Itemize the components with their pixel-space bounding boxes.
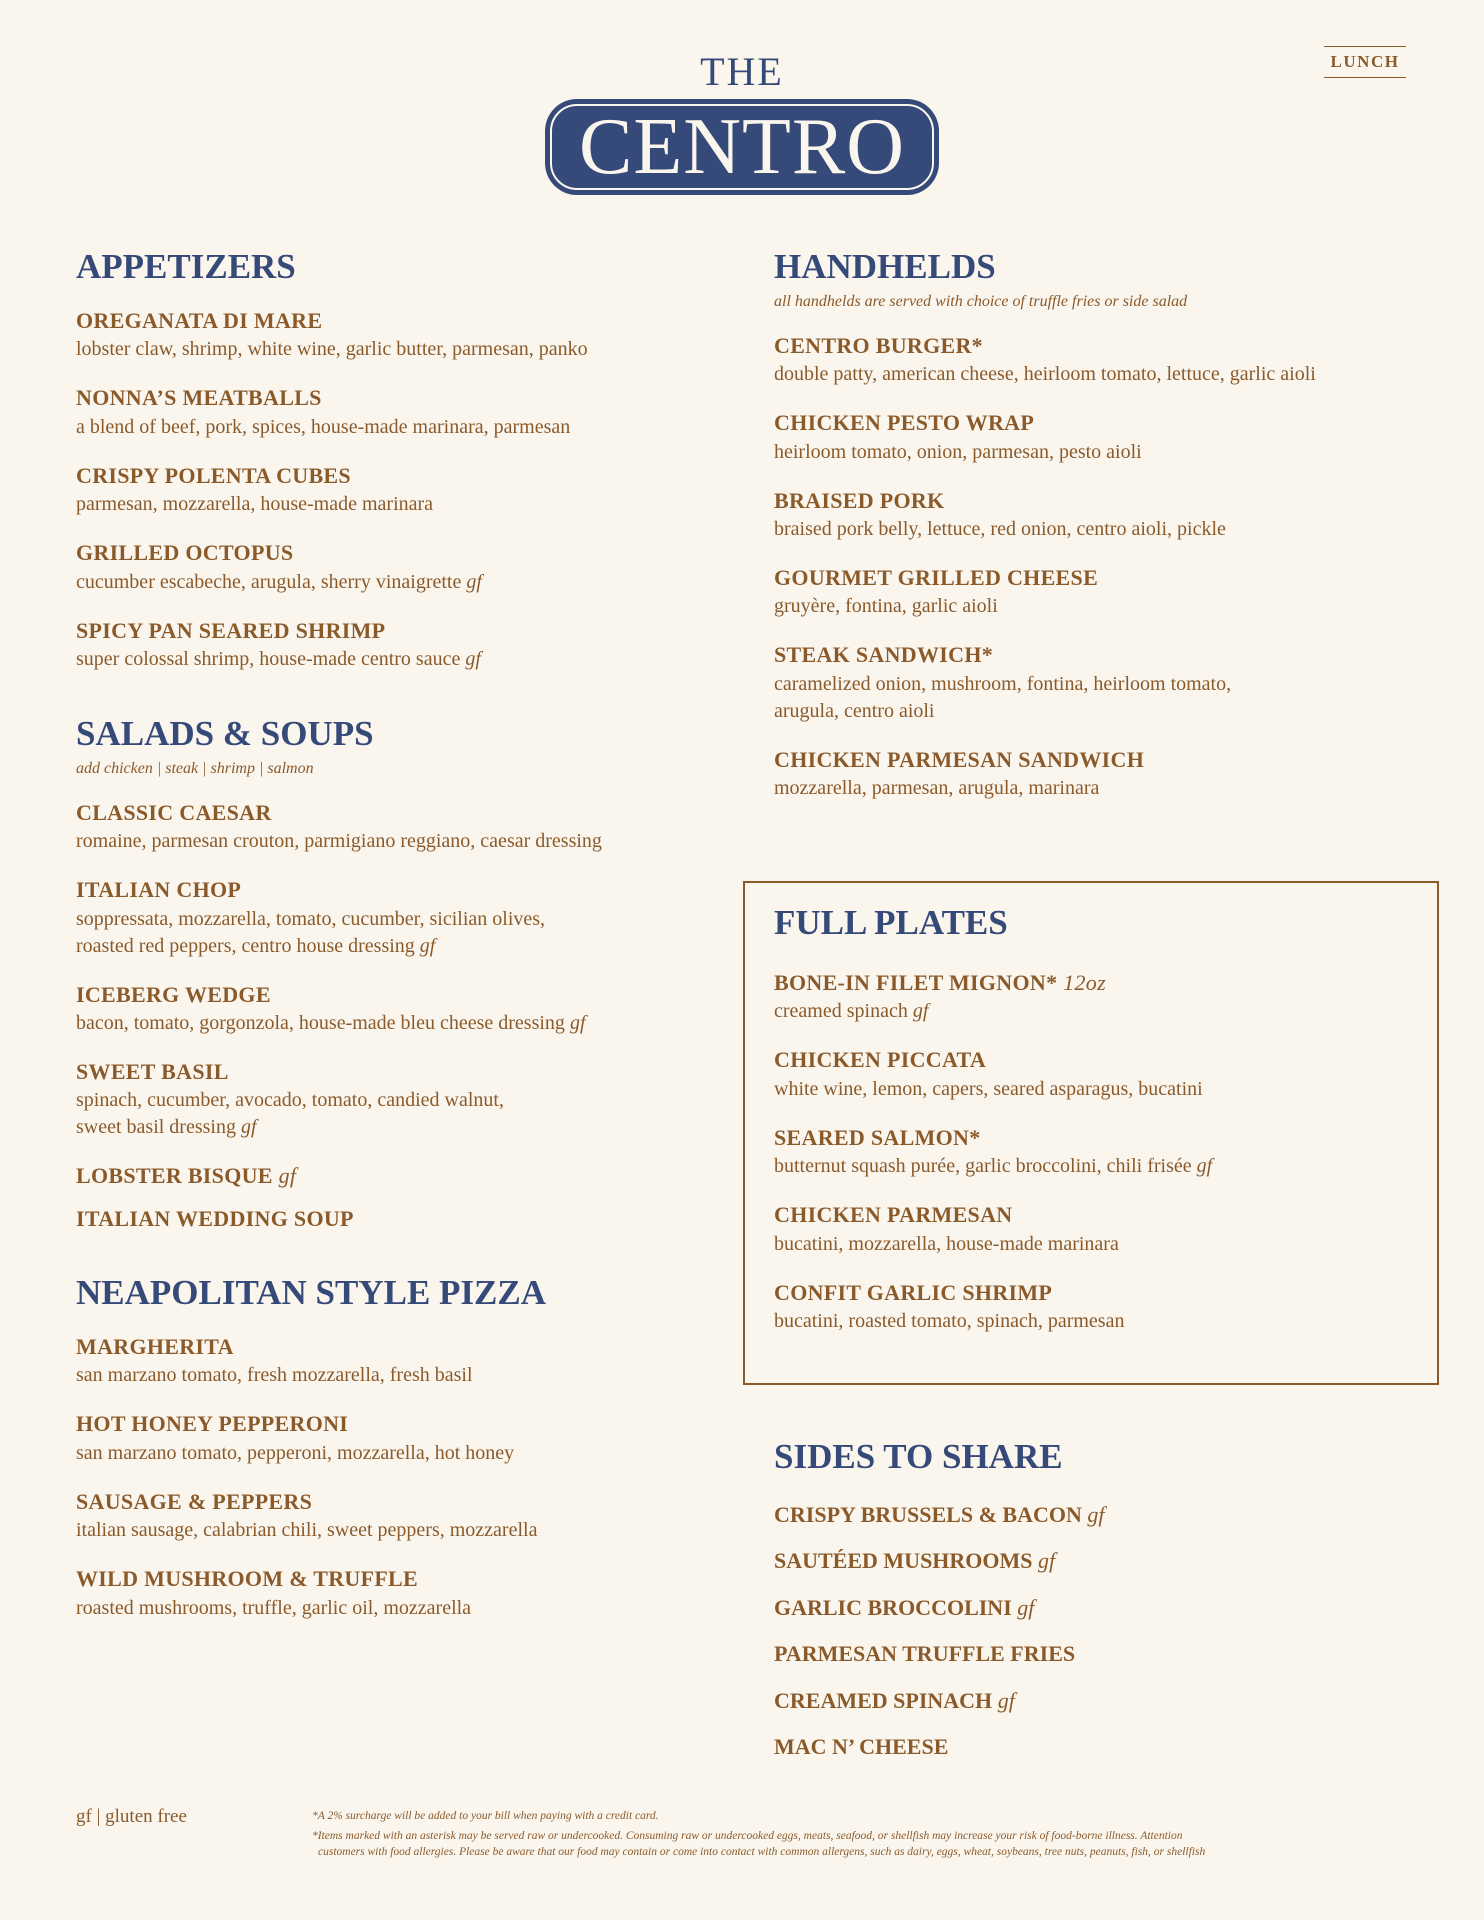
name-text: CREAMED SPINACH xyxy=(774,1687,993,1713)
item-name: SWEET BASIL xyxy=(76,1058,229,1084)
item-name: ITALIAN CHOP xyxy=(76,877,242,903)
item-name xyxy=(774,970,1394,996)
item-desc xyxy=(774,998,1394,1025)
right-column xyxy=(774,246,1414,802)
side-item: MAC N’ CHEESE xyxy=(774,1733,949,1759)
full-plates-section xyxy=(774,902,1394,1335)
menu-item xyxy=(76,1566,716,1621)
item-desc: gruyère, fontina, garlic aioli xyxy=(774,595,998,618)
menu-item xyxy=(774,333,1414,388)
handhelds-note: all handhelds are served with choice of truffle fries or side salad xyxy=(774,293,1188,310)
menu-item xyxy=(774,1280,1394,1335)
item-desc: bucatini, roasted tomato, spinach, parmesan xyxy=(774,1309,1125,1332)
logo xyxy=(545,99,939,195)
item-desc: a blend of beef, pork, spices, house-made marinara, parmesan xyxy=(76,415,571,438)
salads-title: SALADS & SOUPS xyxy=(76,713,374,753)
portion-size: 12oz xyxy=(1063,970,1106,995)
item-name: SEARED SALMON* xyxy=(774,1124,981,1150)
side-item xyxy=(774,1688,1394,1714)
item-name: OREGANATA DI MARE xyxy=(76,308,323,333)
item-name: CRISPY POLENTA CUBES xyxy=(76,462,351,488)
menu-item xyxy=(76,1411,716,1466)
menu-item xyxy=(774,747,1414,802)
item-desc xyxy=(774,1153,1394,1180)
desc-text: sweet basil dressing xyxy=(76,1116,236,1139)
menu-item xyxy=(774,410,1414,465)
item-desc: italian sausage, calabrian chili, sweet peppers, mozzarella xyxy=(76,1519,538,1542)
menu-item xyxy=(76,1334,716,1389)
pizza-title: NEAPOLITAN STYLE PIZZA xyxy=(76,1273,547,1313)
footer-notes xyxy=(312,1808,1422,1864)
menu-item xyxy=(76,618,716,673)
menu-item xyxy=(76,800,716,855)
menu-item xyxy=(76,982,716,1037)
item-name: CONFIT GARLIC SHRIMP xyxy=(774,1279,1053,1305)
item-name: CHICKEN PARMESAN xyxy=(774,1202,1013,1228)
gf-marker: gf xyxy=(569,1011,586,1034)
item-desc: arugula, centro aioli xyxy=(774,699,935,722)
logo-name: CENTRO xyxy=(550,104,934,190)
gf-marker: gf xyxy=(419,934,436,957)
gf-marker: gf xyxy=(1038,1548,1056,1574)
menu-item xyxy=(76,877,716,959)
menu-item xyxy=(774,1125,1394,1180)
item-name: MARGHERITA xyxy=(76,1334,234,1360)
name-text: CRISPY BRUSSELS & BACON xyxy=(774,1502,1082,1527)
name-text: LOBSTER BISQUE xyxy=(76,1163,273,1189)
item-name: NONNA’S MEATBALLS xyxy=(76,385,322,411)
menu-item xyxy=(76,1059,716,1141)
item-desc xyxy=(76,933,716,960)
item-desc: lobster claw, shrimp, white wine, garlic butter, parmesan, panko xyxy=(76,338,588,361)
item-desc xyxy=(76,646,716,673)
item-desc: roasted mushrooms, truffle, garlic oil, mozzarella xyxy=(76,1596,472,1619)
side-item xyxy=(774,1595,1394,1621)
desc-text: butternut squash purée, garlic broccolini, chili frisée xyxy=(774,1155,1192,1178)
handhelds-title: HANDHELDS xyxy=(774,247,996,286)
gf-legend: gf | gluten free xyxy=(76,1806,187,1827)
gf-marker: gf xyxy=(912,1000,929,1023)
desc-text: bacon, tomato, gorgonzola, house-made bleu cheese dressing xyxy=(76,1011,565,1034)
allergen-note: customers with food allergies. Please be aware that our food may contain or come into contact with common allergens, such as dairy, eggs, wheat, soybeans, tree nuts, peanuts, fish, or shellfish xyxy=(318,1846,1206,1859)
desc-text: creamed spinach xyxy=(774,1000,908,1023)
logo-the: THE xyxy=(700,49,784,94)
item-name: SPICY PAN SEARED SHRIMP xyxy=(76,617,386,643)
gf-marker: gf xyxy=(1017,1594,1035,1620)
item-desc: braised pork belly, lettuce, red onion, centro aioli, pickle xyxy=(774,517,1226,540)
gf-marker: gf xyxy=(1196,1155,1213,1178)
menu-item xyxy=(76,385,716,440)
menu-item xyxy=(774,642,1414,724)
gf-marker: gf xyxy=(466,570,482,593)
menu-item xyxy=(774,1047,1394,1102)
item-desc: soppressata, mozzarella, tomato, cucumber, sicilian olives, xyxy=(76,907,546,930)
sides-title: SIDES TO SHARE xyxy=(774,1437,1063,1476)
item-name: ICEBERG WEDGE xyxy=(76,981,271,1007)
item-desc: double patty, american cheese, heirloom tomato, lettuce, garlic aioli xyxy=(774,363,1316,386)
item-desc: spinach, cucumber, avocado, tomato, candied walnut, xyxy=(76,1089,504,1112)
gf-marker: gf xyxy=(997,1687,1015,1713)
appetizers-title: APPETIZERS xyxy=(76,247,296,286)
menu-item xyxy=(774,488,1414,543)
desc-text: roasted red peppers, centro house dressing xyxy=(76,934,415,957)
left-column xyxy=(76,246,716,1622)
surcharge-note: *A 2% surcharge will be added to your bill when paying with a credit card. xyxy=(312,1810,659,1822)
menu-item xyxy=(76,540,716,595)
menu-item xyxy=(76,1206,716,1232)
item-desc: san marzano tomato, pepperoni, mozzarella, hot honey xyxy=(76,1441,515,1464)
menu-item xyxy=(76,308,716,363)
full-plates-title: FULL PLATES xyxy=(774,903,1008,942)
gf-marker: gf xyxy=(240,1116,257,1139)
name-text: SAUTÉED MUSHROOMS xyxy=(774,1548,1033,1574)
side-item: PARMESAN TRUFFLE FRIES xyxy=(774,1641,1076,1667)
item-name: CHICKEN PICCATA xyxy=(774,1047,987,1073)
menu-item xyxy=(76,463,716,518)
item-desc: mozzarella, parmesan, arugula, marinara xyxy=(774,777,1100,800)
item-name: BRAISED PORK xyxy=(774,487,945,513)
item-name: SAUSAGE & PEPPERS xyxy=(76,1488,313,1514)
raw-food-note: *Items marked with an asterisk may be served raw or undercooked. Consuming raw or undercooked eggs, meats, seafood, or shellfish may increase your risk of food-borne illness. Attention xyxy=(312,1830,1183,1843)
lunch-badge: LUNCH xyxy=(1324,46,1406,78)
item-desc: bucatini, mozzarella, house-made marinara xyxy=(774,1232,1119,1255)
item-desc: san marzano tomato, fresh mozzarella, fresh basil xyxy=(76,1364,473,1387)
item-name: GOURMET GRILLED CHEESE xyxy=(774,564,1099,590)
menu-item xyxy=(774,970,1394,1025)
gf-marker: gf xyxy=(278,1163,297,1189)
salads-note: add chicken | steak | shrimp | salmon xyxy=(76,759,314,777)
item-name: CHICKEN PARMESAN SANDWICH xyxy=(774,746,1145,772)
desc-text: cucumber escabeche, arugula, sherry vinaigrette xyxy=(76,570,462,593)
item-name: ITALIAN WEDDING SOUP xyxy=(76,1205,354,1231)
gf-marker: gf xyxy=(1087,1502,1105,1527)
item-name: STEAK SANDWICH* xyxy=(774,642,994,668)
name-text: GARLIC BROCCOLINI xyxy=(774,1594,1012,1620)
item-name: CLASSIC CAESAR xyxy=(76,799,272,825)
item-name: WILD MUSHROOM & TRUFFLE xyxy=(76,1566,419,1592)
item-name: CHICKEN PESTO WRAP xyxy=(774,410,1035,436)
desc-text: super colossal shrimp, house-made centro sauce xyxy=(76,647,461,670)
item-desc xyxy=(76,1010,716,1037)
item-name: CENTRO BURGER* xyxy=(774,332,983,358)
menu-item xyxy=(774,565,1414,620)
item-name: HOT HONEY PEPPERONI xyxy=(76,1411,349,1437)
sides-section xyxy=(774,1436,1394,1760)
item-desc: romaine, parmesan crouton, parmigiano reggiano, caesar dressing xyxy=(76,830,602,853)
item-name: GRILLED OCTOPUS xyxy=(76,540,294,566)
item-desc: heirloom tomato, onion, parmesan, pesto aioli xyxy=(774,440,1142,463)
side-item xyxy=(774,1548,1394,1574)
item-name xyxy=(76,1163,716,1189)
menu-item xyxy=(774,1202,1394,1257)
item-desc: white wine, lemon, capers, seared asparagus, bucatini xyxy=(774,1077,1203,1100)
item-desc: parmesan, mozzarella, house-made marinara xyxy=(76,493,434,516)
gf-marker: gf xyxy=(465,647,481,670)
item-desc xyxy=(76,569,716,596)
name-text: BONE-IN FILET MIGNON* xyxy=(774,970,1058,995)
side-item xyxy=(774,1502,1394,1528)
menu-item xyxy=(76,1489,716,1544)
item-desc: caramelized onion, mushroom, fontina, heirloom tomato, xyxy=(774,672,1232,695)
item-desc xyxy=(76,1114,716,1141)
menu-item xyxy=(76,1163,716,1189)
